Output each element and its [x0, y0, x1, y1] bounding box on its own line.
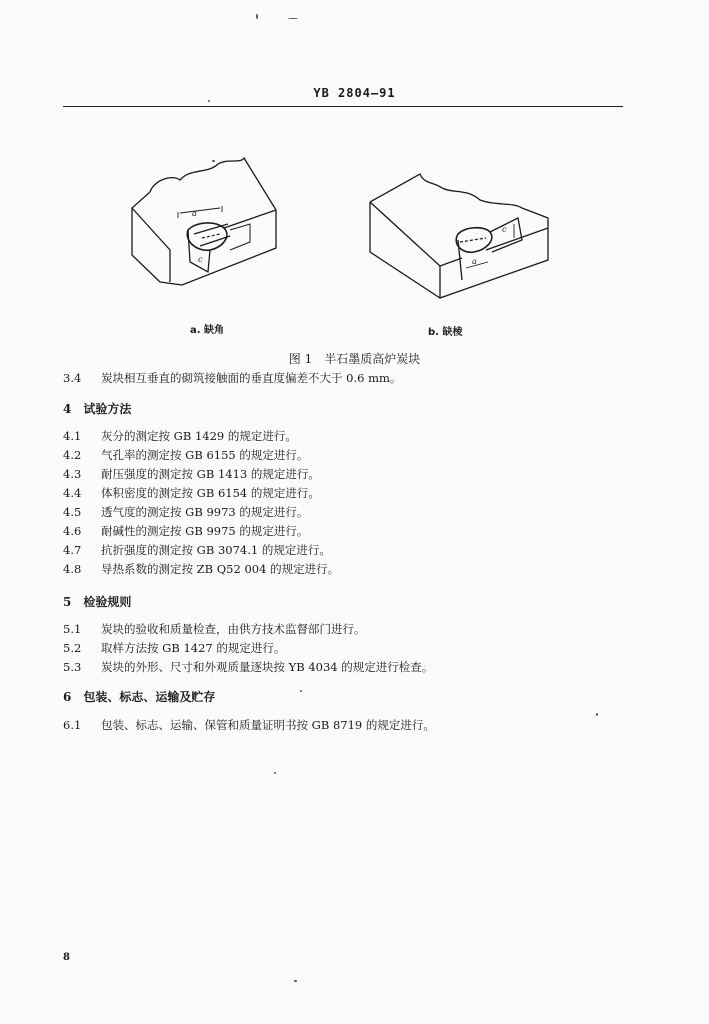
section-6-heading: 6 包装、标志、运输及贮存 [63, 690, 216, 704]
list-item [63, 485, 339, 504]
clause-text: 气孔率的测定按 GB 6155 的规定进行。 [101, 448, 309, 462]
scan-speck [294, 980, 297, 982]
dim-label-a-b: a [472, 257, 477, 266]
clause-text: 灰分的测定按 GB 1429 的规定进行。 [101, 429, 297, 443]
clause-number: 4.3 [63, 467, 82, 481]
clause-number: 4.4 [63, 486, 82, 500]
clause-number: 4.6 [63, 524, 82, 538]
list-item [63, 561, 339, 580]
page-header: YB 2804—91 [313, 86, 396, 100]
clause-text: 导热系数的测定按 ZB Q52 004 的规定进行。 [101, 562, 340, 576]
scan-speck [288, 18, 298, 19]
section-6-list [63, 717, 435, 736]
dim-label-c: c [198, 255, 203, 264]
list-item [63, 717, 435, 736]
clause-number: 4.7 [63, 543, 82, 557]
list-item [63, 466, 339, 485]
clause-number: 4.5 [63, 505, 82, 519]
clause-text: 包装、标志、运输、保管和质量证明书按 GB 8719 的规定进行。 [101, 718, 435, 732]
list-item [63, 523, 339, 542]
list-item [63, 504, 339, 523]
figure-a-label: a. 缺角 [190, 325, 225, 336]
figure-a-corner-chip [120, 150, 290, 290]
clause-number: 4.2 [63, 448, 82, 462]
scan-speck [300, 690, 302, 692]
section-5-list [63, 621, 433, 678]
clause-number: 4.1 [63, 429, 82, 443]
clause-number: 5.3 [63, 660, 82, 674]
section-5-heading: 5 检验规则 [63, 595, 132, 609]
clause-text: 炭块的外形、尺寸和外观质量逐块按 YB 4034 的规定进行检查。 [101, 660, 434, 674]
section-4-list [63, 428, 339, 580]
list-item [63, 659, 433, 678]
header-rule [63, 106, 623, 107]
clause-number: 4.8 [63, 562, 82, 576]
scan-speck [596, 713, 598, 716]
clause-text: 透气度的测定按 GB 9973 的规定进行。 [101, 505, 309, 519]
scan-speck [208, 100, 210, 102]
list-item [63, 428, 339, 447]
figure-caption: 图 1 半石墨质高炉炭块 [288, 352, 421, 366]
scan-speck [212, 160, 215, 162]
list-item [63, 542, 339, 561]
scan-speck [256, 14, 258, 19]
clause-text: 耐压强度的测定按 GB 1413 的规定进行。 [101, 467, 320, 481]
clause-number: 3.4 [63, 371, 82, 385]
clause-text: 耐碱性的测定按 GB 9975 的规定进行。 [101, 524, 309, 538]
list-item [63, 640, 433, 659]
list-item [63, 447, 339, 466]
clause-number: 5.2 [63, 641, 82, 655]
clause-number: 6.1 [63, 718, 82, 732]
clause-text: 体积密度的测定按 GB 6154 的规定进行。 [101, 486, 320, 500]
list-item [63, 621, 433, 640]
dim-label-c-b: c [502, 225, 507, 234]
clause-text: 炭块相互垂直的砌筑接触面的垂直度偏差不大于 0.6 mm。 [101, 371, 402, 385]
clause-text: 炭块的验收和质量检查，由供方技术监督部门进行。 [101, 622, 366, 636]
page-number: 8 [63, 952, 70, 963]
scan-speck [274, 772, 276, 774]
figure-b-label: b. 缺棱 [428, 327, 463, 338]
clause-3-4 [63, 370, 401, 386]
dim-label-a: a [192, 209, 197, 218]
section-4-heading: 4 试验方法 [63, 402, 132, 416]
clause-text: 抗折强度的测定按 GB 3074.1 的规定进行。 [101, 543, 331, 557]
clause-text: 取样方法按 GB 1427 的规定进行。 [101, 641, 286, 655]
figure-b-edge-chip [362, 170, 562, 305]
clause-number: 5.1 [63, 622, 82, 636]
